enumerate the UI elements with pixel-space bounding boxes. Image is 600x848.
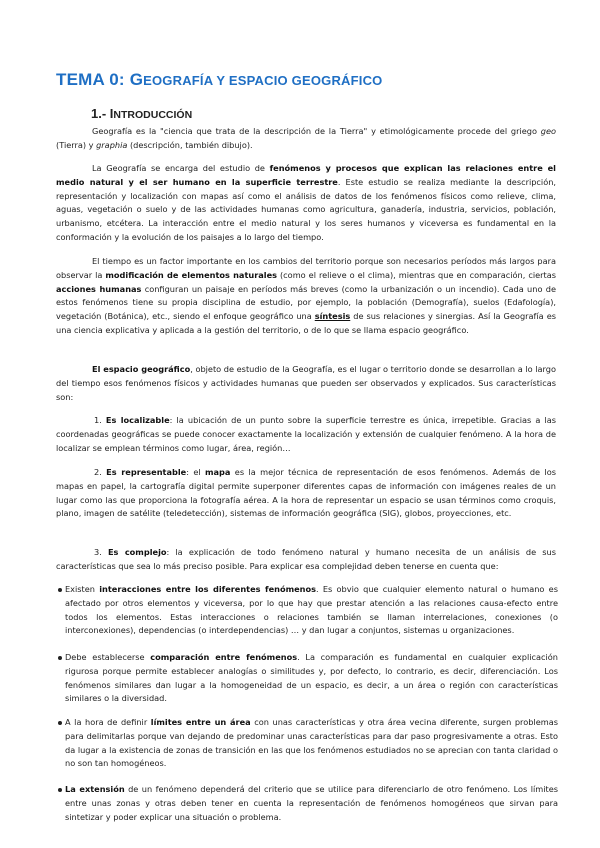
item2-text-b: es la mejor técnica de representación de esos fenómenos. Además de los mapas en papel, la cartografía digital permite superponer diferentes capas de información con imágenes reales de un lugar como las que proporciona la fotografía aérea. A la hora de representar un espacio se usan términos como croquis, plano, imagen de satélite (teledetección), sistemas de información geográfica (SIG), globos, proyecciones, etc.	[56, 467, 556, 519]
item-localizable	[56, 414, 556, 455]
item1-number: 1.	[94, 415, 102, 425]
bullet-text	[65, 783, 558, 824]
item-complex	[56, 546, 556, 574]
item-representable	[56, 466, 556, 521]
item2-text-a: : el	[186, 467, 205, 477]
bullet-dot	[58, 588, 62, 592]
section-heading	[91, 106, 192, 121]
p1-text-b: (Tierra) y	[56, 139, 97, 150]
p2-bold: fenómenos y procesos que explican las relaciones entre el medio natural y el ser humano en la superficie terrestre	[56, 163, 556, 187]
paragraph-object-of-study	[56, 162, 556, 245]
p3-bold-1: modificación de elementos naturales	[105, 269, 277, 280]
item2-bold-2: mapa	[204, 467, 231, 477]
heading-prefix: 1.- I	[91, 106, 114, 121]
b2-bold: comparación entre fenómenos	[150, 652, 298, 662]
title-prefix: TEMA 0: G	[56, 70, 144, 89]
bullet-interactions	[58, 583, 558, 638]
p4-bold: El espacio geográfico	[92, 364, 191, 374]
b1-text-b: . Es obvio que cualquier elemento natural o humano es afectado por otros elementos y viceversa, por lo que hay que prestar atención a las relaciones causa-efecto entre todos los elementos. Estas interacciones o relaciones también se llaman interrelaciones, conexiones (o interconexiones), dependencias (o interdependencias) … y dan lugar a conjuntos, sistemas u organizaciones.	[65, 584, 558, 636]
b1-bold: interacciones entre los diferentes fenómenos	[99, 584, 316, 594]
b3-bold: límites entre un área	[150, 717, 251, 727]
item1-bold: Es localizable	[105, 415, 170, 425]
bullet-dot	[58, 656, 62, 660]
b3-text-b: con unas características y otra área vecina diferente, surgen problemas para delimitarlas porque van dejando de predominar unas características para dar paso progresivamente a otras. Esto da lugar a la existencia de zonas de transición en las que los fenómenos estudiados no se aprecian con tanta claridad o no son tan homogéneos.	[65, 717, 559, 769]
paragraph-definition	[56, 125, 556, 153]
p3-text-d: de sus relaciones y sinergias. Así la Geografía es una ciencia explicativa y aplicada a la gestión del territorio, o de lo que se llama espacio geográfico.	[56, 311, 556, 335]
p1-text-c: (descripción, también dibujo).	[127, 139, 253, 150]
item2-bold-1: Es representable	[106, 467, 187, 477]
item2-number: 2.	[94, 467, 102, 477]
p1-graphia: graphia	[96, 139, 128, 150]
bullet-text	[65, 716, 558, 771]
b2-text-a: Debe establecerse	[65, 652, 151, 662]
bullet-comparison	[58, 651, 558, 706]
b1-text-a: Existen	[65, 584, 100, 594]
b4-text: de un fenómeno dependerá del criterio que se utilice para diferenciarlo de otro fenómeno. Los límites entre unas zonas y otras deben tener en cuenta la representación de fenómenos homogéneos que sirvan para sintetizar y poder explicar una situación o problema.	[65, 784, 559, 822]
bullet-limits	[58, 716, 558, 771]
page-title	[56, 70, 382, 90]
paragraph-time-factor	[56, 255, 556, 338]
b4-bold: La extensión	[65, 784, 125, 794]
p3-sintesis: síntesis	[314, 311, 351, 322]
item3-number: 3.	[94, 547, 102, 557]
b2-text-b: . La comparación es fundamental en cualquier explicación rigurosa porque permite establecer analogías o similitudes y, por defecto, lo contrario, es decir, diferenciación. Los fenómenos similares dan lugar a la homogeneidad de un espacio, es decir, a un área o región con características similares o la diversidad.	[65, 652, 558, 704]
p1-geo: geo	[540, 126, 556, 136]
p3-text-a: El tiempo es un factor importante en los cambios del territorio porque son necesarios períodos más largos para observar la	[56, 256, 556, 280]
bullet-text	[65, 583, 558, 638]
bullet-extension	[58, 783, 558, 824]
b3-text-a: A la hora de definir	[65, 717, 151, 727]
p4-text-a: , objeto de estudio de la Geografía, es el lugar o territorio donde se desarrollan a lo largo del tiempo esos fenómenos físicos y actividades humanas que pueden ser observados y explicados. Sus características son:	[56, 364, 556, 402]
p2-text-a: La Geografía se encarga del estudio de	[92, 163, 270, 173]
item1-text: : la ubicación de un punto sobre la superficie terrestre es única, irrepetible. Gracias a las coordenadas geográficas se puede conocer exactamente la localización y extensión de cualquier fenómeno. A la hora de localizar se emplean términos como lugar, área, región…	[56, 415, 557, 453]
p3-text-c: configuran un paisaje en períodos más breves (como la urbanización o un incendio). Cada uno de estos fenómenos tiene su propia disciplina de estudio, por ejemplo, la población (Demografía), suelos (Edafología), vegetación (Botánica), etc., siendo el enfoque geográfico una	[56, 283, 556, 322]
item3-bold: Es complejo	[107, 547, 167, 557]
item3-text: : la explicación de todo fenómeno natural y humano necesita de un análisis de sus características que sea lo más preciso posible. Para explicar esa complejidad deben tenerse en cuenta que:	[56, 547, 556, 571]
paragraph-geographic-space	[56, 363, 556, 404]
p1-text-a: Geografía es la "ciencia que trata de la descripción de la Tierra" y etimológicamente procede del griego	[92, 126, 541, 136]
bullet-text	[65, 651, 558, 706]
p3-text-b: (como el relieve o el clima), mientras que en comparación, ciertas	[277, 269, 556, 280]
p2-text-b: . Este estudio se realiza mediante la descripción, representación y localización con mapas así como el análisis de datos de los fenómenos físicos como relieve, clima, aguas, vegetación o suelo y de las actividades humanas como agricultura, ganadería, industria, servicios, población, urbanismo, etcétera. La interacción entre el medio natural y los seres humanos y viceversa es fundamental en la conformación y la evolución de los paisajes a lo largo del tiempo.	[56, 176, 557, 242]
bullet-dot	[58, 721, 62, 725]
title-rest: EOGRAFÍA Y ESPACIO GEOGRÁFICO	[143, 73, 383, 88]
p3-bold-2: acciones humanas	[56, 283, 142, 294]
bullet-dot	[58, 788, 62, 792]
heading-rest: NTRODUCCIÓN	[113, 109, 193, 121]
